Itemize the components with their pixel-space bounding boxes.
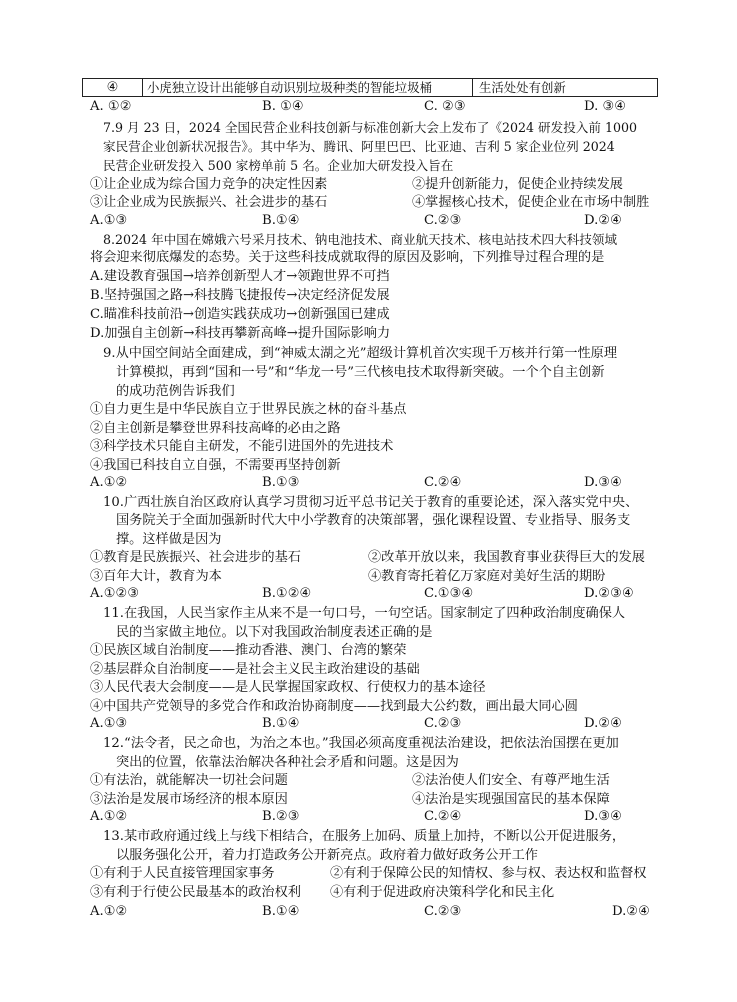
q11-option-d: D.②④ xyxy=(584,716,622,731)
q8-stem-line-1: 8.2024 年中国在嫦娥六号采月技术、钠电池技术、商业航天技术、核电站技术四大科技领域 xyxy=(103,232,618,247)
q10-item-1: ①教育是民族振兴、社会进步的基石 xyxy=(90,550,301,565)
q7-option-a: A.①③ xyxy=(90,213,128,228)
q12-item-2: ②法治使人们安全、有尊严地生活 xyxy=(412,773,610,788)
q13-stem-line-2: 以服务强化公开，着力打造政务公开新亮点。政府着力做好政务公开工作 xyxy=(116,848,538,863)
q9-stem-line-1: 9.从中国空间站全面建成，到“神威太湖之光”超级计算机首次实现千万核并行第一性原理 xyxy=(103,346,617,361)
q11-option-b: B.①④ xyxy=(262,716,300,731)
q13-option-d: D.②④ xyxy=(612,904,650,919)
q12-item-1: ①有法治，就能解决一切社会问题 xyxy=(90,773,288,788)
q10-item-2: ②改革开放以来，我国教育事业获得巨大的发展 xyxy=(368,550,645,565)
q13-stem-line-1: 13.某市政府通过线上与线下相结合，在服务上加码、质量上加持，不断以公开促进服务， xyxy=(103,829,626,844)
q8-option-a: A.建设教育强国→培养创新型人才→领跑世界不可挡 xyxy=(90,269,390,284)
q8-option-c: C.瞄准科技前沿→创造实践获成功→创新强国已建成 xyxy=(90,307,390,322)
q7-item-1: ①让企业成为综合国力竞争的决定性因素 xyxy=(90,177,328,192)
q11-option-a: A.①③ xyxy=(90,716,128,731)
q11-item-3: ③人民代表大会制度——是人民掌握国家政权、行使权力的基本途径 xyxy=(90,680,486,695)
q8-stem-line-2: 将会迎来彻底爆发的态势。关于这些科技成就取得的原因及影响，下列推导过程合理的是 xyxy=(90,250,605,265)
q12-option-a: A.①② xyxy=(90,809,128,824)
q10-item-4: ④教育寄托着亿万家庭对美好生活的期盼 xyxy=(368,569,606,584)
table-cell-content: 小虎独立设计出能够自动识别垃圾种类的智能垃圾桶 xyxy=(143,79,473,96)
q10-option-d: D.②③④ xyxy=(584,586,634,601)
q12-stem-line-2: 突出的位置，依靠法治解决各种社会矛盾和问题。这是因为 xyxy=(116,755,459,770)
q9-option-a: A.①② xyxy=(90,475,128,490)
q11-item-2: ②基层群众自治制度——是社会主义民主政治建设的基础 xyxy=(90,662,420,677)
q9-option-b: B.①③ xyxy=(262,475,300,490)
q12-option-d: D.③④ xyxy=(584,809,622,824)
q9-item-1: ①自力更生是中华民族自立于世界民族之林的奋斗基点 xyxy=(90,402,407,417)
q10-stem-line-3: 撑。这样做是因为 xyxy=(116,532,222,547)
q7-stem-line-1: 7.9 月 23 日，2024 全国民营企业科技创新与标准创新大会上发布了《2024 研发投入前 1000 xyxy=(103,120,638,135)
q9-option-d: D.③④ xyxy=(584,475,622,490)
q10-option-c: C.①③④ xyxy=(424,586,474,601)
q11-item-4: ④中国共产党领导的多党合作和政治协商制度——找到最大公约数，画出最大同心圆 xyxy=(90,699,578,714)
q6-option-b: B. ①④ xyxy=(262,99,304,114)
q7-option-d: D.②④ xyxy=(584,213,622,228)
q9-stem-line-2: 计算模拟，再到“国和一号”和“华龙一号”三代核电技术取得新突破。一个个自主创新 xyxy=(116,365,605,380)
q13-item-3: ③有利于行使公民最基本的政治权利 xyxy=(90,885,301,900)
q11-item-1: ①民族区域自治制度——推动香港、澳门、台湾的繁荣 xyxy=(90,643,407,658)
q7-stem-line-3: 民营企业研发投入 500 家榜单前 5 名。企业加大研发投入旨在 xyxy=(103,158,454,173)
q10-item-3: ③百年大计，教育为本 xyxy=(90,569,222,584)
q8-option-d: D.加强自主创新→科技再攀新高峰→提升国际影响力 xyxy=(90,326,391,341)
table-cell-meaning: 生活处处有创新 xyxy=(479,80,566,95)
q12-item-4: ④法治是实现强国富民的基本保障 xyxy=(412,792,610,807)
q9-item-3: ③科学技术只能自主研发，不能引进国外的先进技术 xyxy=(90,439,394,454)
q7-stem-line-2: 家民营企业创新状况报告》。其中华为、腾讯、阿里巴巴、比亚迪、吉利 5 家企业位列 2024 xyxy=(103,139,615,154)
q9-stem-line-3: 的成功范例告诉我们 xyxy=(116,384,235,399)
q9-item-4: ④我国已科技自立自强，不需要再坚持创新 xyxy=(90,458,341,473)
q13-option-b: B.①④ xyxy=(262,904,300,919)
q12-stem-line-1: 12.“法令者，民之命也，为治之本也。”我国必须高度重视法治建设，把依法治国摆在更加 xyxy=(103,736,619,751)
table-cell-number: ④ xyxy=(83,79,143,96)
q10-stem-line-1: 10.广西壮族自治区政府认真学习贯彻习近平总书记关于教育的重要论述，深入落实党中央、 xyxy=(103,495,639,510)
q6-option-c: C. ②③ xyxy=(424,99,466,114)
q7-option-c: C.②③ xyxy=(424,213,462,228)
q10-option-b: B.①②④ xyxy=(262,586,312,601)
q11-stem-line-1: 11.在我国，人民当家作主从来不是一句口号，一句空话。国家制定了四种政治制度确保人 xyxy=(103,606,626,621)
q10-stem-line-2: 国务院关于全面加强新时代大中小学教育的决策部署，强化课程设置、专业指导、服务支 xyxy=(116,513,631,528)
q13-item-1: ①有利于人民直接管理国家事务 xyxy=(90,866,275,881)
q9-option-c: C.②④ xyxy=(424,475,462,490)
q13-item-4: ④有利于促进政府决策科学化和民主化 xyxy=(330,885,555,900)
q9-item-2: ②自主创新是攀登世界科技高峰的必由之路 xyxy=(90,421,341,436)
q10-option-a: A.①②③ xyxy=(90,586,140,601)
q6-option-d: D. ③④ xyxy=(584,99,627,114)
q7-item-2: ②提升创新能力，促使企业持续发展 xyxy=(412,177,623,192)
q7-item-3: ③让企业成为民族振兴、社会进步的基石 xyxy=(90,195,328,210)
q13-option-a: A.①② xyxy=(90,904,128,919)
q11-stem-line-2: 民的当家做主地位。以下对我国政治制度表述正确的是 xyxy=(116,625,433,640)
q8-option-b: B.坚持强国之路→科技腾飞捷报传→决定经济促发展 xyxy=(90,288,390,303)
q7-option-b: B.①④ xyxy=(262,213,300,228)
q12-item-3: ③法治是发展市场经济的根本原因 xyxy=(90,792,288,807)
answer-table-row xyxy=(82,78,658,97)
q6-option-a: A. ①② xyxy=(90,99,132,114)
q12-option-c: C.②④ xyxy=(424,809,462,824)
q11-option-c: C.②③ xyxy=(424,716,462,731)
q13-option-c: C.②③ xyxy=(424,904,462,919)
q7-item-4: ④掌握核心技术，促使企业在市场中制胜 xyxy=(412,195,650,210)
q13-item-2: ②有利于保障公民的知情权、参与权、表达权和监督权 xyxy=(330,866,647,881)
q12-option-b: B.②③ xyxy=(262,809,300,824)
